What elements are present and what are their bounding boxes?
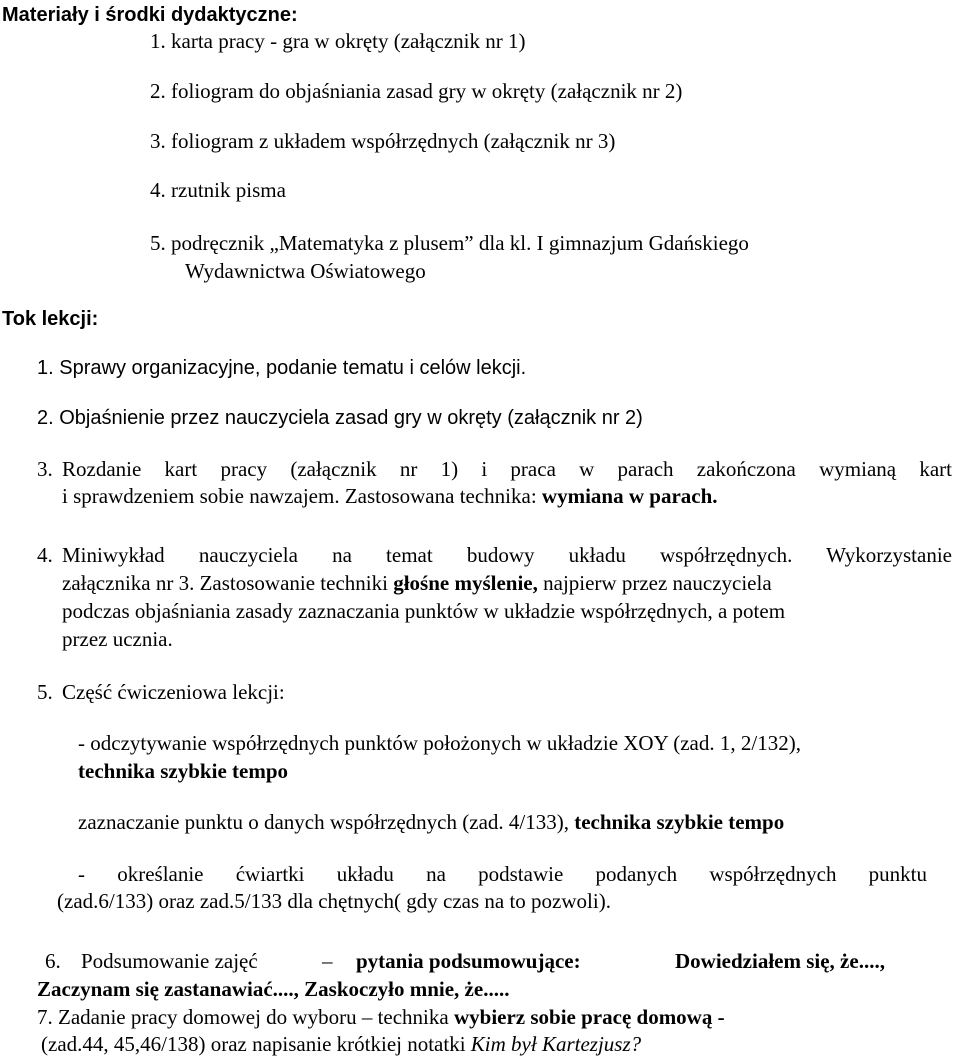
technique-name: wybierz sobie pracę domową - bbox=[453, 1005, 725, 1029]
step-5-number: 5. bbox=[37, 680, 53, 704]
step-6-line-2 bbox=[37, 976, 509, 1002]
item-number: 2. bbox=[150, 79, 166, 103]
step-7-line-2 bbox=[41, 1031, 641, 1057]
item-number: 4. bbox=[150, 178, 166, 202]
materials-item-4 bbox=[150, 177, 286, 203]
item-text: rzutnik pisma bbox=[171, 178, 286, 202]
prompt-text: Dowiedziałem się, że...., bbox=[675, 949, 885, 973]
step-4-number: 4. bbox=[37, 543, 53, 567]
step-4-text: najpierw przez nauczyciela bbox=[537, 571, 772, 595]
step-text: Objaśnienie przez nauczyciela zasad gry w okręty (załącznik nr 2) bbox=[59, 407, 643, 429]
step-3-number: 3. bbox=[37, 457, 53, 481]
item-number: 1. bbox=[150, 29, 166, 53]
step-4-line-1: Miniwykład nauczyciela na temat budowy układu współrzędnych. Wykorzystanie bbox=[62, 543, 952, 567]
step-6-number: 6. bbox=[45, 949, 61, 973]
lesson-step-2 bbox=[37, 405, 643, 431]
step-5-text: Część ćwiczeniowa lekcji: bbox=[62, 680, 285, 704]
step-number: 7. bbox=[37, 1005, 53, 1029]
step-4-line-2 bbox=[62, 570, 772, 596]
step-number: 1. bbox=[37, 357, 54, 379]
step-3-line-1: Rozdanie kart pracy (załącznik nr 1) i praca w parach zakończona wymianą kart bbox=[62, 457, 952, 481]
step-6-dash: – bbox=[322, 949, 333, 973]
item-text: karta pracy - gra w okręty (załącznik nr 1) bbox=[171, 29, 526, 53]
technique-name: technika szybkie tempo bbox=[78, 759, 288, 783]
materials-item-2 bbox=[150, 78, 682, 104]
step-7-line-1 bbox=[37, 1004, 725, 1030]
materials-item-1 bbox=[150, 28, 525, 54]
technique-name: wymiana w parach. bbox=[541, 484, 718, 508]
technique-name: pytania podsumowujące: bbox=[356, 949, 581, 973]
exercise-2-text: zaznaczanie punktu o danych współrzędnych (zad. 4/133), bbox=[78, 810, 575, 834]
exercise-3-line-1: - określanie ćwiartki układu na podstawie podanych współrzędnych punktu bbox=[78, 862, 927, 886]
note-title: Kim był Kartezjusz? bbox=[470, 1032, 642, 1056]
item-number: 5. bbox=[150, 231, 166, 255]
step-4-text: załącznika nr 3. Zastosowanie techniki bbox=[62, 571, 394, 595]
exercise-1-line-1: - odczytywanie współrzędnych punktów położonych w układzie XOY (zad. 1, 2/132), bbox=[78, 731, 801, 755]
exercise-1-line-2 bbox=[78, 758, 288, 784]
step-text: Sprawy organizacyjne, podanie tematu i celów lekcji. bbox=[59, 357, 527, 379]
step-3-text: i sprawdzeniem sobie nawzajem. Zastosowana technika: bbox=[62, 484, 542, 508]
exercise-2 bbox=[78, 809, 784, 835]
item-text: foliogram z układem współrzędnych (załącznik nr 3) bbox=[171, 129, 616, 153]
step-6-a: Podsumowanie zajęć bbox=[81, 949, 258, 973]
technique-name: technika szybkie tempo bbox=[574, 810, 785, 834]
materials-item-5 bbox=[150, 230, 749, 256]
step-6-prompt-1 bbox=[675, 948, 885, 974]
step-number: 2. bbox=[37, 407, 54, 429]
step-7-text: (zad.44, 45,46/138) oraz napisanie krótkiej notatki bbox=[41, 1032, 471, 1056]
exercise-3-line-2: (zad.6/133) oraz zad.5/133 dla chętnych( gdy czas na to pozwoli). bbox=[57, 889, 611, 913]
materials-item-5-continuation: Wydawnictwa Oświatowego bbox=[185, 259, 426, 283]
materials-item-3 bbox=[150, 128, 615, 154]
step-7-text: Zadanie pracy domowej do wyboru – technika bbox=[58, 1005, 454, 1029]
lesson-step-1 bbox=[37, 355, 526, 381]
step-4-line-4: przez ucznia. bbox=[62, 627, 173, 651]
item-number: 3. bbox=[150, 129, 166, 153]
prompt-text: Zaczynam się zastanawiać...., Zaskoczyło mnie, że..... bbox=[37, 977, 510, 1001]
item-text: foliogram do objaśniania zasad gry w okręty (załącznik nr 2) bbox=[171, 79, 683, 103]
technique-name: głośne myślenie, bbox=[393, 571, 538, 595]
lesson-heading: Tok lekcji: bbox=[2, 308, 99, 330]
step-3-line-2 bbox=[62, 483, 718, 509]
materials-heading: Materiały i środki dydaktyczne: bbox=[2, 4, 298, 26]
item-text: podręcznik „Matematyka z plusem” dla kl. I gimnazjum Gdańskiego bbox=[171, 231, 749, 255]
step-6-questions bbox=[356, 948, 581, 974]
step-4-line-3: podczas objaśniania zasady zaznaczania punktów w układzie współrzędnych, a potem bbox=[62, 599, 786, 623]
